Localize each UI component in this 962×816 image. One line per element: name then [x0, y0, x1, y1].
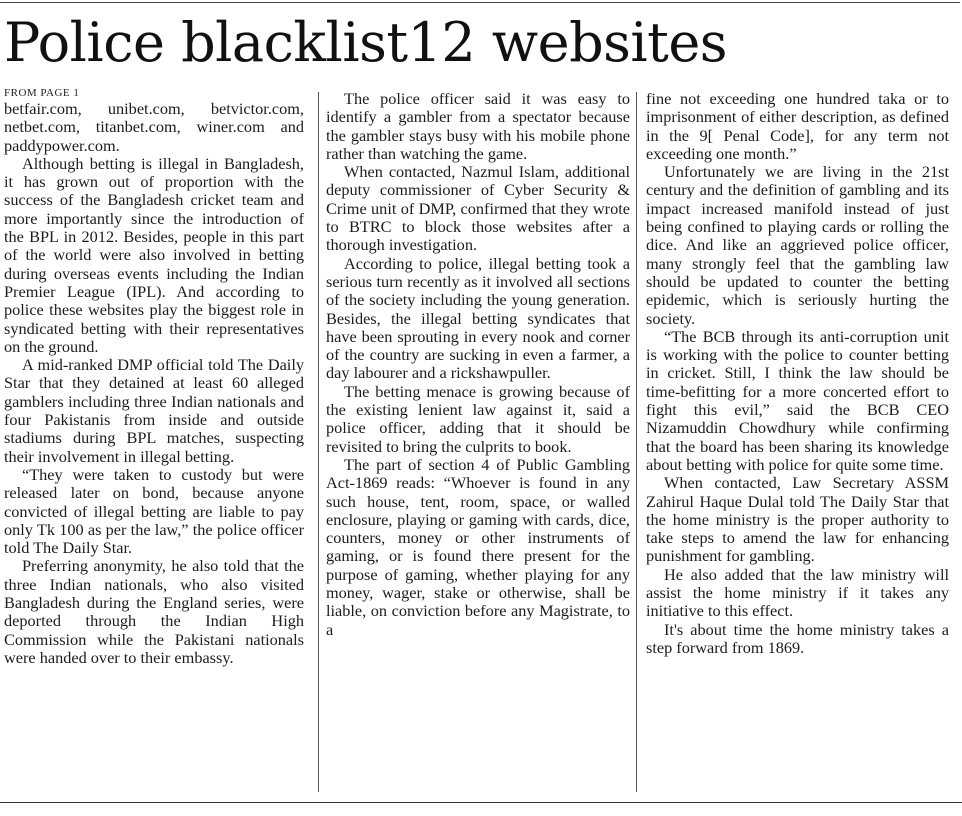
- paragraph: According to police, illegal betting took a serious turn recently as it involved all sections of the society including the young generation. Besides, the illegal betting syndicates that have been sprouting in every nook and corner of the country are sucking in even a farmer, a day labourer and a rickshawpuller.: [326, 253, 630, 383]
- paragraph: When contacted, Law Secretary ASSM Zahirul Haque Dulal told The Daily Star that the home ministry is the proper authority to take steps to amend the law for enhancing punishment for gambling.: [646, 473, 949, 566]
- paragraph: “The BCB through its anti-corruption unit is working with the police to counter betting in cricket. Still, I think the law should be time-befitting for a more concerted effort to fight this evil,” said the BCB CEO Nizamuddin Chowdhury while confirming that the board has been sharing its knowledge about betting with police for quite some time.: [646, 326, 949, 474]
- paragraph: The part of section 4 of Public Gambling Act-1869 reads: “Whoever is found in any such house, tent, room, space, or walled enclosure, playing or gaming with cards, dice, counters, money or other instruments of gaming, or is found there present for the purpose of gaming, whether playing for any money, wager, stake or otherwise, shall be liable, on conviction before any Magistrate, to a: [326, 454, 630, 639]
- paragraph: Preferring anonymity, he also told that the three Indian nationals, who also visited Bangladesh during the England series, were deported through the Indian High Commission while the Pakistani nationals were handed over to their embassy.: [4, 556, 304, 667]
- paragraph: betfair.com, unibet.com, betvictor.com, netbet.com, titanbet.com, winer.com and paddypower.com.: [4, 99, 304, 155]
- paragraph: Although betting is illegal in Bangladesh, it has grown out of proportion with the success of the Bangladesh cricket team and more importantly since the introduction of the BPL in 2012. Besides, people in this part of the world were also involved in betting during overseas events including the Indian Premier League (IPL). And according to police these websites play the biggest role in syndicated betting with their representatives on the ground.: [4, 153, 304, 356]
- paragraph: A mid-ranked DMP official told The Daily Star that they detained at least 60 alleged gamblers including three Indian nationals and four Pakistanis from inside and outside stadiums during BPL matches, suspecting their involvement in illegal betting.: [4, 355, 304, 466]
- top-rule: [0, 2, 960, 3]
- column-3: [646, 90, 949, 657]
- article-body: [4, 86, 958, 794]
- paragraph: The betting menace is growing because of the existing lenient law against it, said a police officer, adding that it should be revisited to bring the culprits to book.: [326, 381, 630, 456]
- headline: Police blacklist12 websites: [4, 11, 727, 74]
- continuation-kicker: FROM PAGE 1: [4, 87, 80, 99]
- bottom-rule: [0, 802, 962, 803]
- paragraph: It's about time the home ministry takes a step forward from 1869.: [646, 619, 949, 657]
- paragraph: He also added that the law ministry will assist the home ministry if it takes any initiative to this effect.: [646, 564, 949, 621]
- column-2: [326, 90, 630, 639]
- paragraph: Unfortunately we are living in the 21st century and the definition of gambling and its impact increased manifold instead of just being confined to playing cards or rolling the dice. And like an aggrieved police officer, many strongly feel that the gambling law should be updated to counter the betting epidemic, which is seriously hurting the society.: [646, 162, 949, 328]
- column-1: [4, 86, 304, 667]
- paragraph: fine not exceeding one hundred taka or to imprisonment of either description, as defined in the 9[ Penal Code], for any term not exceeding one month.”: [646, 89, 949, 163]
- paragraph: The police officer said it was easy to identify a gambler from a spectator because the gambler stays busy with his mobile phone rather than watching the game.: [326, 89, 630, 163]
- paragraph: When contacted, Nazmul Islam, additional deputy commissioner of Cyber Security & Crime unit of DMP, confirmed that they wrote to BTRC to block those websites after a thorough investigation.: [326, 162, 630, 255]
- paragraph: “They were taken to custody but were released later on bond, because anyone convicted of illegal betting are liable to pay only Tk 100 as per the law,” the police officer told The Daily Star.: [4, 464, 304, 558]
